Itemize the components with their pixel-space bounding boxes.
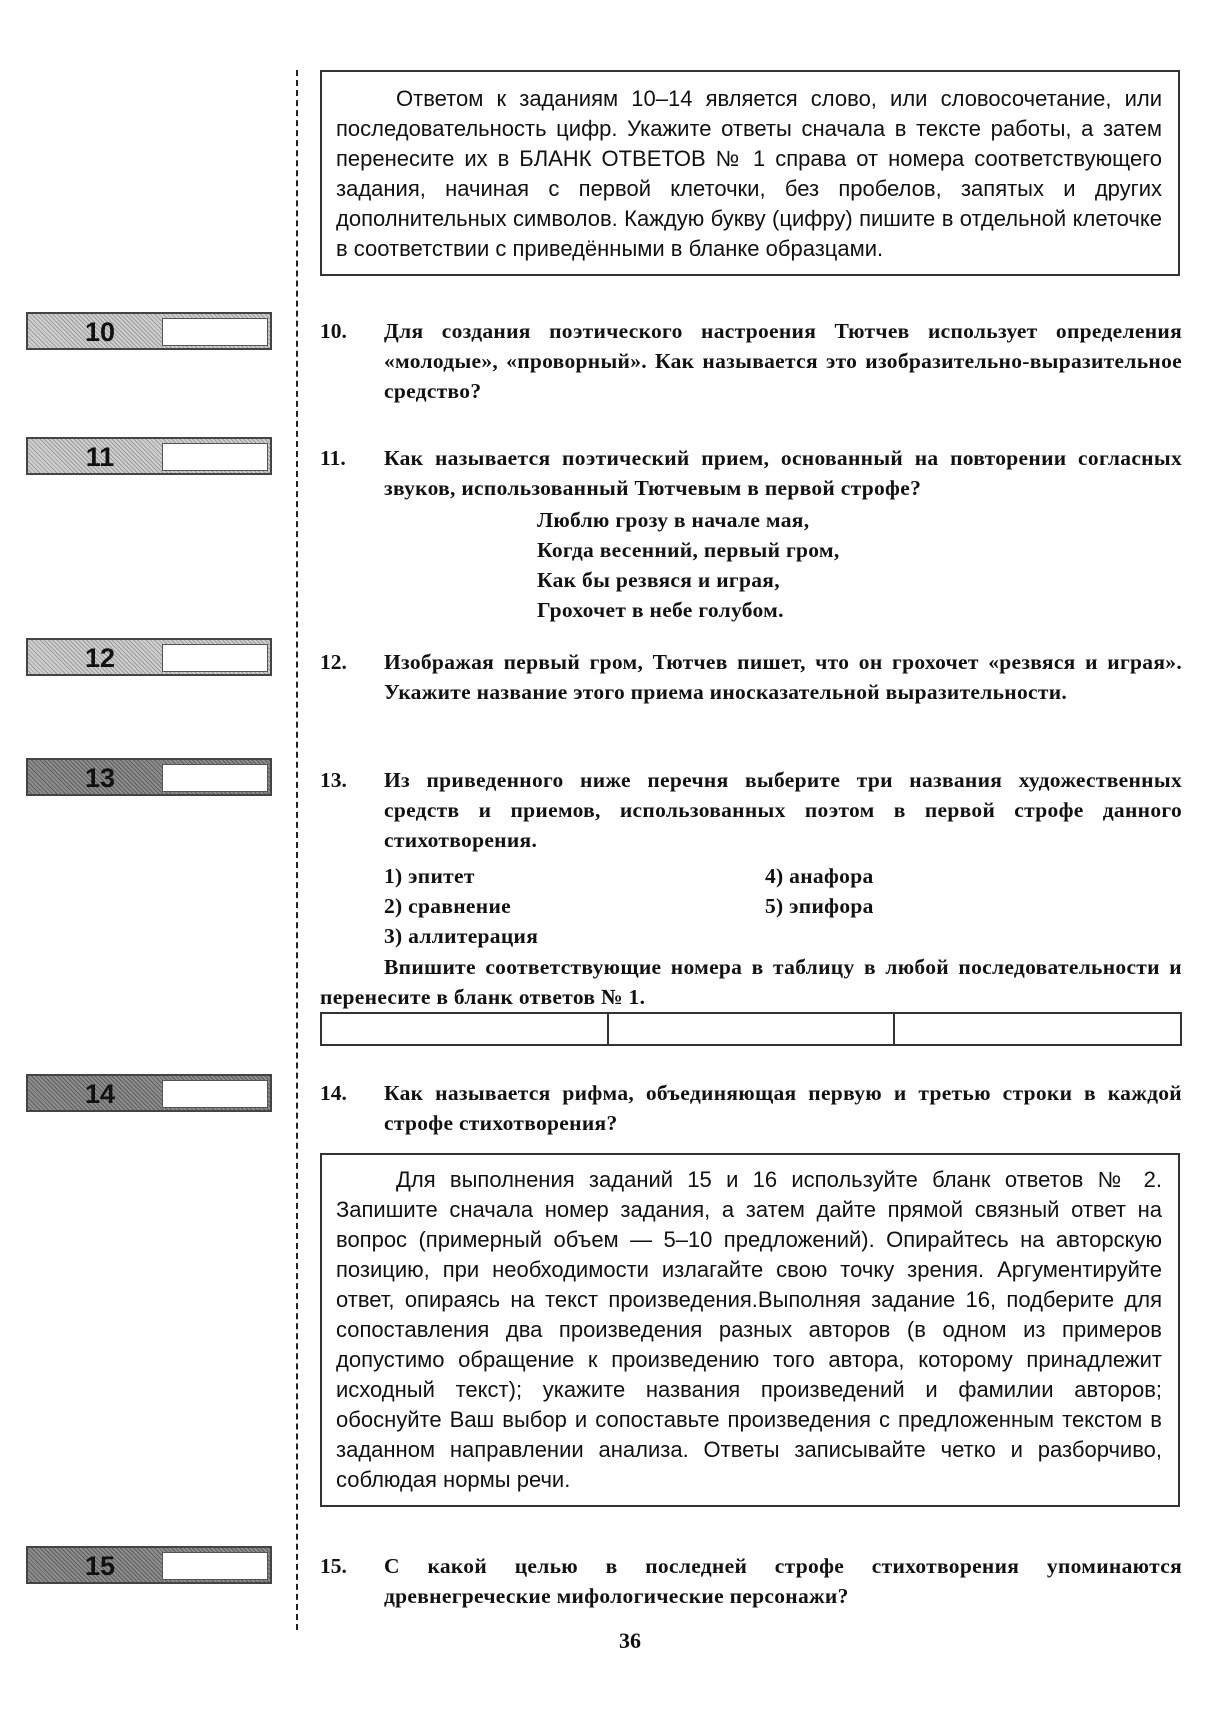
option-4: 4) анафора [765, 864, 874, 888]
cut-line [296, 70, 298, 1630]
question-11 [320, 443, 1182, 503]
answer-box-14 [26, 1074, 272, 1112]
poem-line: Грохочет в небе голубом. [537, 598, 784, 622]
answer-box-12 [26, 638, 272, 676]
question-text: Как называется поэтический прием, основанный на повторении согласных звуков, использованный Тютчевым в первой строфе? [384, 446, 1182, 500]
answer-box-number: 12 [84, 643, 116, 673]
instructions-box-10-14 [320, 70, 1180, 276]
question-text: Для создания поэтического настроения Тютчев использует определения «молодые», «проворный». Как называется это изобразительно-выразительное средство? [384, 319, 1182, 403]
answer-box-number: 15 [84, 1551, 116, 1581]
question-13-instruction [320, 952, 1182, 1012]
question-text: С какой целью в последней строфе стихотворения упоминаются древнегреческие мифологические персонажи? [384, 1554, 1182, 1608]
answer-table-cell[interactable] [895, 1014, 1180, 1044]
option-3: 3) аллитерация [384, 924, 539, 948]
poem-stanza [537, 505, 840, 625]
answer-box-10 [26, 312, 272, 350]
question-14 [320, 1078, 1182, 1138]
answer-table-cell[interactable] [322, 1014, 609, 1044]
question-number: 11. [320, 446, 346, 470]
answer-table-cell[interactable] [609, 1014, 896, 1044]
question-text: Из приведенного ниже перечня выберите три названия художественных средств и приемов, использованных поэтом в первой строфе данного стихотворения. [384, 768, 1182, 852]
question-13-instruction-text: Впишите соответствующие номера в таблицу в любой последовательности и перенесите в бланк ответов № 1. [320, 955, 1182, 1009]
question-13 [320, 765, 1182, 855]
question-text: Как называется рифма, объединяющая первую и третью строки в каждой строфе стихотворения? [384, 1081, 1182, 1135]
option-2: 2) сравнение [384, 894, 511, 918]
answer-cell[interactable] [162, 764, 268, 792]
question-text: Изображая первый гром, Тютчев пишет, что он грохочет «резвяся и играя». Укажите название этого приема иносказательной выразительности. [384, 650, 1182, 704]
answer-box-number: 10 [84, 317, 116, 347]
option-5: 5) эпифора [765, 894, 874, 918]
question-number: 15. [320, 1554, 347, 1578]
answer-box-13 [26, 758, 272, 796]
instructions-text-15-16: Для выполнения заданий 15 и 16 используйте бланк ответов № 2. Запишите сначала номер задания, а затем дайте прямой связный ответ на вопрос (примерный объем — 5–10 предложений). Опирайтесь на авторскую позицию, при необходимости излагайте свою точку зрения. Аргументируйте ответ, опираясь на текст произведения.Выполняя задание 16, подберите для сопоставления два произведения разных авторов (в одном из примеров допустимо обращение к произведению того автора, которому принадлежит исходный текст); укажите названия произведений и фамилии авторов; обоснуйте Ваш выбор и сопоставьте произведения с предложенным текстом в заданном направлении анализа. Ответы записывайте четко и разборчиво, соблюдая нормы речи. [336, 1167, 1162, 1492]
answer-cell[interactable] [162, 1080, 268, 1108]
answer-cell[interactable] [162, 318, 268, 346]
page-number: 36 [619, 1628, 641, 1653]
poem-line: Как бы резвяся и играя, [537, 568, 780, 592]
answer-table-13 [320, 1012, 1182, 1046]
answer-box-number: 13 [84, 763, 116, 793]
question-number: 12. [320, 650, 347, 674]
answer-box-11 [26, 437, 272, 475]
question-number: 14. [320, 1081, 347, 1105]
answer-box-number: 14 [84, 1079, 116, 1109]
question-10 [320, 316, 1182, 406]
poem-line: Люблю грозу в начале мая, [537, 508, 810, 532]
question-number: 10. [320, 319, 347, 343]
instructions-box-15-16 [320, 1153, 1180, 1507]
poem-line: Когда весенний, первый гром, [537, 538, 840, 562]
question-number: 13. [320, 768, 347, 792]
question-12 [320, 647, 1182, 707]
answer-cell[interactable] [162, 644, 268, 672]
instructions-text-10-14: Ответом к заданиям 10–14 является слово, или словосочетание, или последовательность цифр. Укажите ответы сначала в тексте работы, а затем перенесите их в БЛАНК ОТВЕТОВ № 1 справа от номера соответствующего задания, начиная с первой клеточки, без пробелов, запятых и других дополнительных символов. Каждую букву (цифру) пишите в отдельной клеточке в соответствии с приведёнными в бланке образцами. [336, 86, 1162, 261]
answer-box-number: 11 [85, 442, 115, 472]
answer-cell[interactable] [162, 1552, 268, 1580]
question-15 [320, 1551, 1182, 1611]
option-1: 1) эпитет [384, 864, 475, 888]
answer-box-15 [26, 1546, 272, 1584]
answer-cell[interactable] [162, 443, 268, 471]
